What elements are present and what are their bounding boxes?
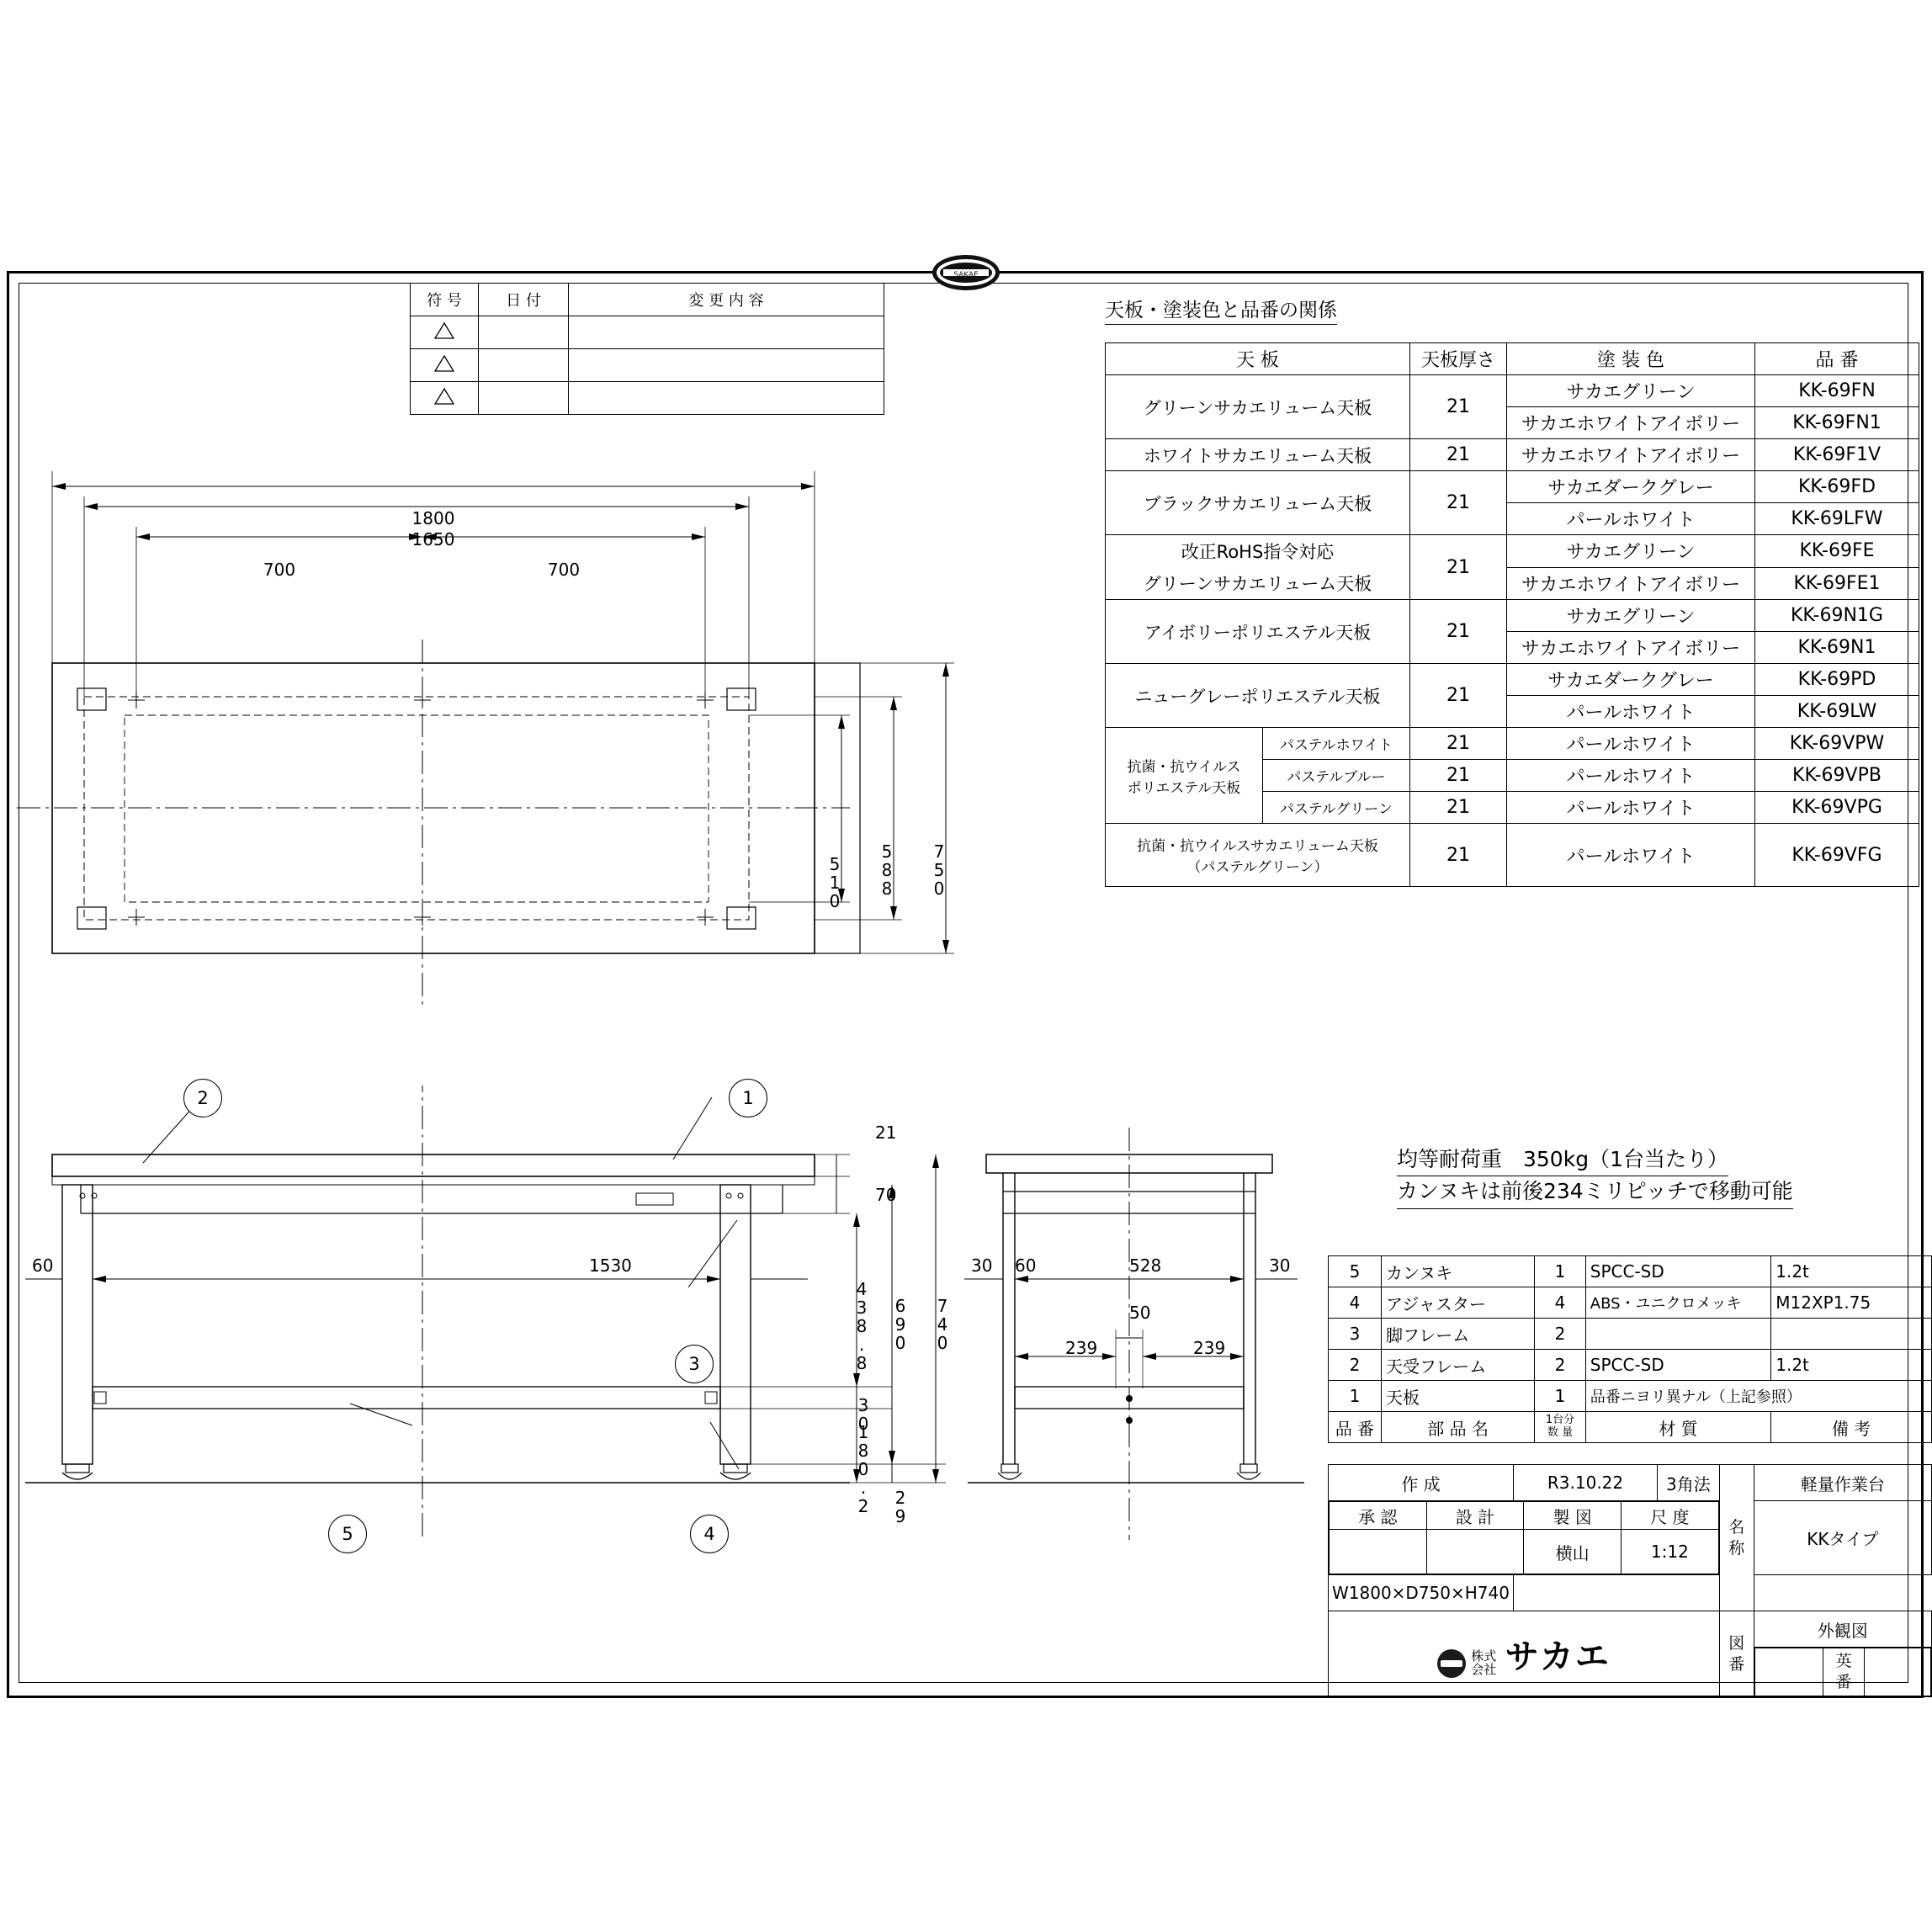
dim-700-right: 700 [547, 560, 581, 580]
table-row [1329, 1319, 1932, 1350]
top-view-drawing [0, 471, 1052, 1010]
revision-content [569, 382, 884, 415]
notes-block [1397, 1144, 1793, 1209]
dim-side-30-right: 30 [1269, 1255, 1291, 1276]
eng-number-value [1865, 1648, 1931, 1696]
top-board-name: ニューグレーポリエステル天板 [1106, 664, 1410, 728]
eng-label-1: 英 [1835, 1652, 1852, 1671]
revision-header-mark: 符 号 [411, 284, 479, 316]
part-name: 脚フレーム [1382, 1319, 1535, 1350]
part-remark [1771, 1319, 1932, 1350]
part-material: SPCC-SD [1585, 1256, 1770, 1287]
draw-label: 製 図 [1524, 1502, 1622, 1530]
top-board-name-line1: 改正RoHS指令対応 [1106, 535, 1410, 568]
table-row [1106, 824, 1919, 887]
table-row [1106, 535, 1919, 568]
part-no: KK-69LFW [1755, 503, 1919, 535]
dim-1650: 1650 [411, 529, 455, 549]
header-part-no: 品 番 [1329, 1412, 1382, 1443]
part-qty: 2 [1535, 1319, 1585, 1350]
dim-29: 29 [890, 1488, 910, 1525]
part-no: KK-69PD [1755, 664, 1919, 696]
dwg-label-1: 図 [1728, 1633, 1745, 1653]
part-material: SPCC-SD [1585, 1350, 1770, 1381]
balloon-4: 4 [690, 1515, 729, 1553]
revision-table [410, 283, 884, 415]
antiviral-sakae-line2: （パステルグリーン） [1186, 859, 1329, 876]
title-row-name4 [1329, 1611, 1932, 1648]
top-board-name-line2: グリーンサカエリューム天板 [1106, 567, 1410, 600]
top-board-name: グリーンサカエリューム天板 [1106, 375, 1410, 439]
company-kabu [1471, 1650, 1496, 1677]
paint-color: サカエホワイトアイボリー [1507, 567, 1755, 600]
table-row [1329, 1256, 1932, 1287]
dim-239-left: 239 [1065, 1338, 1098, 1358]
table-row [1754, 1648, 1930, 1696]
header-thickness: 天板厚さ [1410, 343, 1507, 375]
name-vertical-label [1719, 1465, 1754, 1611]
product-name-line3: W1800×D750×H740 [1329, 1575, 1514, 1611]
paint-color: パールホワイト [1507, 728, 1755, 760]
dim-side-30-left: 30 [971, 1255, 993, 1276]
thickness: 21 [1410, 664, 1507, 728]
balloon-3: 3 [675, 1345, 714, 1383]
drawer-name: 横山 [1524, 1530, 1622, 1574]
dim-690: 690 [890, 1296, 910, 1351]
paint-color: パールホワイト [1507, 760, 1755, 792]
part-no: 4 [1329, 1287, 1382, 1319]
title-row-labels [1329, 1501, 1932, 1575]
table-row [1106, 439, 1919, 471]
header-qty-line1: 1台分 [1545, 1414, 1575, 1427]
table-row [1106, 471, 1919, 503]
revision-header-content: 変 更 内 容 [569, 284, 884, 316]
top-board-name: ホワイトサカエリューム天板 [1106, 439, 1410, 471]
eng-vertical-label [1823, 1648, 1865, 1696]
antiviral-poly-group-label [1106, 728, 1263, 824]
part-no: KK-69FN [1755, 375, 1919, 407]
dwg-vertical-label [1719, 1611, 1754, 1697]
part-material: 品番ニヨリ異ナル（上記参照） [1585, 1381, 1931, 1412]
dim-438-8: 438.8 [852, 1279, 872, 1372]
paint-color: サカエダークグレー [1507, 664, 1755, 696]
antiviral-sakae-label [1106, 824, 1410, 887]
balloon-1: 1 [729, 1079, 767, 1117]
table-row [411, 349, 884, 382]
approve-value [1330, 1530, 1427, 1574]
balloon-5: 5 [328, 1515, 367, 1553]
part-no: 5 [1329, 1256, 1382, 1287]
sub-board-name: パステルホワイト [1263, 728, 1410, 760]
company-name: サカエ [1505, 1637, 1611, 1676]
part-no: 2 [1329, 1350, 1382, 1381]
header-qty [1535, 1412, 1585, 1443]
note-kannuki: カンヌキは前後234ミリピッチで移動可能 [1397, 1176, 1793, 1208]
product-name-line1: 軽量作業台 [1754, 1465, 1931, 1501]
thickness: 21 [1410, 824, 1507, 887]
dim-510: 510 [825, 854, 845, 910]
part-name: アジャスター [1382, 1287, 1535, 1319]
dim-239-right: 239 [1193, 1338, 1226, 1358]
part-name: 天受フレーム [1382, 1350, 1535, 1381]
eng-label-2: 番 [1835, 1673, 1852, 1691]
revision-content [569, 349, 884, 382]
paint-color: サカエホワイトアイボリー [1507, 632, 1755, 664]
paint-color: サカエグリーン [1507, 600, 1755, 632]
table-row [1329, 1287, 1932, 1319]
paint-color: サカエグリーン [1507, 535, 1755, 568]
part-no: 3 [1329, 1319, 1382, 1350]
part-no: KK-69VFG [1755, 824, 1919, 887]
part-qty: 1 [1535, 1381, 1585, 1412]
top-board-name: ブラックサカエリューム天板 [1106, 471, 1410, 535]
approval-subtable [1329, 1501, 1719, 1574]
dim-750: 750 [929, 841, 949, 897]
antiviral-poly-line2: ポリエステル天板 [1127, 779, 1241, 797]
parts-list-table [1328, 1255, 1932, 1443]
part-no: KK-69VPW [1755, 728, 1919, 760]
part-no: KK-69VPG [1755, 792, 1919, 824]
revision-date [479, 316, 569, 349]
dim-60-left: 60 [32, 1255, 54, 1276]
name-vertical-1: 名 [1728, 1517, 1745, 1537]
dim-700-left: 700 [263, 560, 296, 580]
header-part-no: 品 番 [1755, 343, 1919, 375]
header-part-name: 部 品 名 [1382, 1412, 1535, 1443]
table-row [411, 382, 884, 415]
table-row [1329, 1381, 1932, 1412]
revision-mark-icon [411, 316, 479, 349]
revision-date [479, 382, 569, 415]
dim-740: 740 [932, 1296, 953, 1351]
part-no: KK-69FN1 [1755, 407, 1919, 439]
revision-header-date: 日 付 [479, 284, 569, 316]
table-row [1106, 567, 1919, 600]
dwg-label-2: 番 [1728, 1654, 1745, 1674]
part-no: KK-69LW [1755, 696, 1919, 728]
part-no: KK-69FE1 [1755, 567, 1919, 600]
note-load: 均等耐荷重 350kg（1台当たり） [1397, 1144, 1728, 1176]
top-board-name: アイボリーポリエステル天板 [1106, 600, 1410, 664]
part-remark: 1.2t [1771, 1350, 1932, 1381]
svg-text:SAKAE: SAKAE [953, 271, 979, 279]
paint-color: サカエグリーン [1507, 375, 1755, 407]
part-qty: 1 [1535, 1256, 1585, 1287]
dim-60-right: 60 [1015, 1255, 1037, 1276]
header-top-board: 天 板 [1106, 343, 1410, 375]
table-row [1106, 728, 1919, 760]
side-view-drawing [951, 1085, 1388, 1557]
sakae-badge-icon [930, 252, 1002, 293]
scale-value: 1:12 [1622, 1530, 1719, 1574]
thickness: 21 [1410, 375, 1507, 439]
color-part-table [1105, 342, 1919, 887]
part-remark: M12XP1.75 [1771, 1287, 1932, 1319]
part-no: KK-69VPB [1755, 760, 1919, 792]
thickness: 21 [1410, 728, 1507, 760]
title-row-created [1329, 1465, 1932, 1501]
sub-board-name: パステルブルー [1263, 760, 1410, 792]
part-qty: 2 [1535, 1350, 1585, 1381]
created-label: 作 成 [1329, 1465, 1514, 1501]
parts-header-row [1329, 1412, 1932, 1443]
company-kabu-1: 株式 [1471, 1648, 1497, 1664]
balloon-2: 2 [183, 1079, 222, 1117]
header-material: 材 質 [1585, 1412, 1770, 1443]
company-kabu-2: 会社 [1471, 1661, 1497, 1677]
thickness: 21 [1410, 792, 1507, 824]
paint-color: パールホワイト [1507, 696, 1755, 728]
part-material [1585, 1319, 1770, 1350]
paint-color: パールホワイト [1507, 792, 1755, 824]
part-no: KK-69N1 [1755, 632, 1919, 664]
part-no: KK-69N1G [1755, 600, 1919, 632]
table-row [1329, 1350, 1932, 1381]
sub-board-name: パステルグリーン [1263, 792, 1410, 824]
paint-color: サカエホワイトアイボリー [1507, 439, 1755, 471]
revision-mark-icon [411, 349, 479, 382]
part-no: 1 [1329, 1381, 1382, 1412]
design-label: 設 計 [1426, 1502, 1524, 1530]
product-name-line2: KKタイプ [1754, 1501, 1931, 1575]
created-value: R3.10.22 [1513, 1465, 1657, 1501]
antiviral-sakae-line1: 抗菌・抗ウイルスサカエリューム天板 [1137, 838, 1378, 855]
front-view-drawing [0, 1085, 993, 1557]
part-no: KK-69F1V [1755, 439, 1919, 471]
approval-label-row [1330, 1502, 1719, 1530]
revision-header-row [411, 284, 884, 316]
dim-180-2: 180.2 [853, 1422, 873, 1515]
dwg-number-subtable [1754, 1648, 1931, 1696]
header-remark: 備 考 [1771, 1412, 1932, 1443]
design-value [1426, 1530, 1524, 1574]
dim-30: 30 [853, 1395, 873, 1432]
dim-70: 70 [875, 1185, 897, 1205]
table-row [1106, 600, 1919, 632]
dwg-number-cell [1754, 1648, 1931, 1697]
title-row-name3 [1329, 1575, 1932, 1611]
paint-color: パールホワイト [1507, 503, 1755, 535]
scale-label: 尺 度 [1622, 1502, 1719, 1530]
table-row [1106, 664, 1919, 696]
color-table-header-row [1106, 343, 1919, 375]
projection-method: 3角法 [1658, 1465, 1720, 1501]
dim-1800: 1800 [411, 508, 455, 528]
dim-528: 528 [1129, 1255, 1162, 1276]
table-row [1106, 375, 1919, 407]
part-qty: 4 [1535, 1287, 1585, 1319]
paint-color: パールホワイト [1507, 824, 1755, 887]
dwg-number-value [1754, 1648, 1823, 1696]
part-material: ABS・ユニクロメッキ [1585, 1287, 1770, 1319]
color-table-title: 天板・塗装色と品番の関係 [1105, 295, 1337, 325]
paint-color: サカエダークグレー [1507, 471, 1755, 503]
part-no: KK-69FE [1755, 535, 1919, 568]
dim-588: 588 [877, 841, 897, 897]
paint-color: サカエホワイトアイボリー [1507, 407, 1755, 439]
approve-label: 承 認 [1330, 1502, 1427, 1530]
header-qty-line2: 数 量 [1547, 1426, 1574, 1439]
thickness: 21 [1410, 600, 1507, 664]
thickness: 21 [1410, 760, 1507, 792]
revision-content [569, 316, 884, 349]
thickness: 21 [1410, 439, 1507, 471]
name-vertical-2: 称 [1728, 1538, 1745, 1558]
sakae-mark-icon [1437, 1649, 1466, 1678]
approval-subtable-cell [1329, 1501, 1720, 1575]
dim-1530: 1530 [589, 1255, 632, 1276]
part-name: 天板 [1382, 1381, 1535, 1412]
approval-value-row [1330, 1530, 1719, 1574]
antiviral-poly-line1: 抗菌・抗ウイルス [1127, 758, 1241, 776]
part-no: KK-69FD [1755, 471, 1919, 503]
thickness: 21 [1410, 535, 1507, 600]
dim-21: 21 [875, 1123, 897, 1143]
part-remark: 1.2t [1771, 1256, 1932, 1287]
part-name: カンヌキ [1382, 1256, 1535, 1287]
company-logo-cell [1329, 1611, 1720, 1697]
revision-mark-icon [411, 382, 479, 415]
revision-date [479, 349, 569, 382]
dim-50: 50 [1129, 1303, 1151, 1323]
product-name-line4: 外観図 [1754, 1611, 1931, 1648]
header-paint: 塗 装 色 [1507, 343, 1755, 375]
table-row [411, 316, 884, 349]
title-block [1328, 1464, 1932, 1697]
thickness: 21 [1410, 471, 1507, 535]
